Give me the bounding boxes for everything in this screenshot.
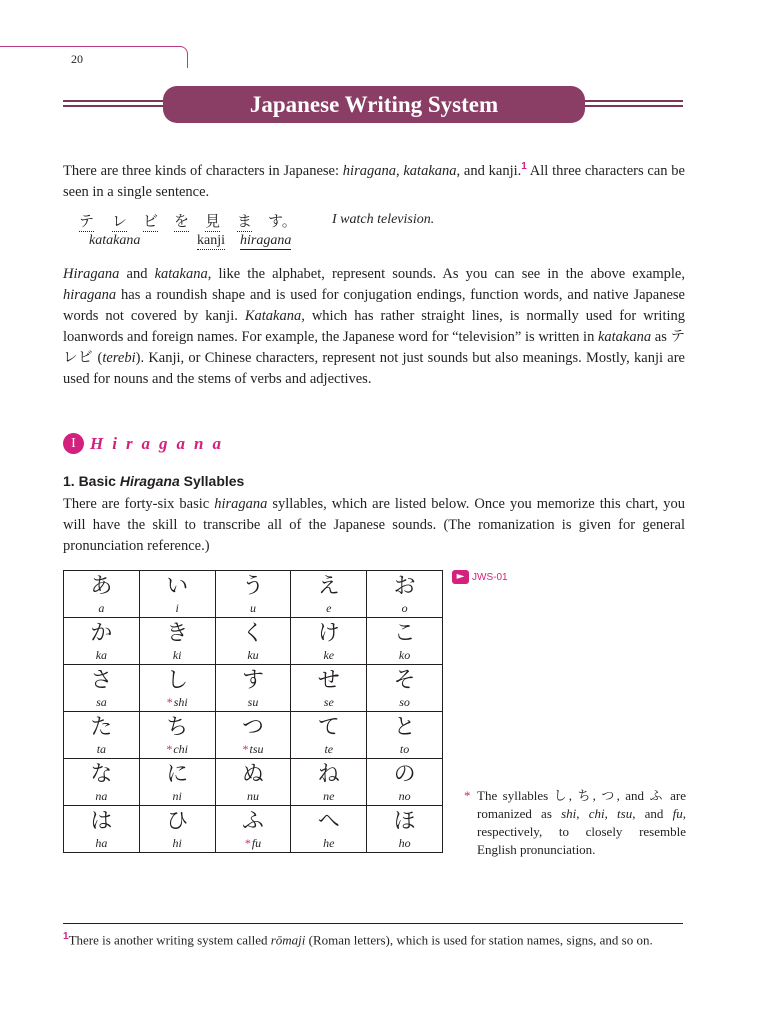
kana-romanization — [64, 601, 139, 615]
kana-romanization — [367, 601, 442, 615]
romanization-text: tsu — [249, 742, 264, 756]
kana-cell — [291, 665, 367, 712]
footnote-text: There is another writing system called — [68, 932, 271, 948]
kana-cell — [367, 571, 443, 618]
kana-row — [64, 806, 443, 853]
kana-romanization — [64, 695, 139, 709]
note-text — [477, 787, 686, 859]
kana-character: け — [317, 621, 340, 646]
kana-character: ひ — [166, 809, 189, 834]
p3-term: hiragana — [214, 496, 268, 512]
kana-character: さ — [90, 668, 113, 693]
kana-cell — [139, 759, 215, 806]
romanization-text: o — [401, 601, 408, 615]
kana-cell — [139, 618, 215, 665]
romanization-text: no — [398, 789, 411, 803]
p2-term: katakana — [597, 329, 652, 345]
p2-term: katakana — [154, 266, 208, 282]
kana-romanization — [367, 836, 442, 850]
kana-cell — [215, 759, 291, 806]
romanization-text: ne — [323, 789, 335, 803]
romanization-text: ha — [95, 836, 108, 850]
kana-character: つ — [241, 715, 264, 740]
kana-cell — [291, 571, 367, 618]
romanization-text: nu — [246, 789, 259, 803]
kana-cell — [139, 665, 215, 712]
kana-romanization — [64, 836, 139, 850]
kana-character: そ — [393, 668, 416, 693]
example-char: を — [174, 212, 190, 230]
kana-cell — [367, 618, 443, 665]
romanization-text: ku — [247, 648, 259, 662]
kana-row — [64, 571, 443, 618]
kana-row — [64, 759, 443, 806]
example-char: 見 — [205, 212, 221, 230]
p2-text: as テレビ ( — [63, 329, 685, 366]
kana-cell — [64, 806, 140, 853]
kana-romanization — [64, 789, 139, 803]
kana-cell — [367, 806, 443, 853]
kana-romanization — [291, 648, 366, 662]
example-char: す。 — [268, 212, 297, 230]
note-part: , — [576, 806, 589, 821]
kana-romanization — [140, 601, 215, 615]
note-part: , and — [632, 806, 673, 821]
kana-cell — [64, 571, 140, 618]
kana-romanization — [367, 648, 442, 662]
kana-romanization — [367, 742, 442, 756]
kana-romanization — [291, 742, 366, 756]
subsection-prefix: 1. Basic — [63, 473, 120, 489]
romanization-text: ho — [398, 836, 411, 850]
footnote-rule — [63, 923, 683, 924]
p3-text: syllables, which are listed below. Once you memorize this chart, you will have the skill to transcribe all of the Japanese sounds. (The romanization is given for general pronunciation reference.) — [63, 496, 685, 554]
romanization-asterisk: * — [166, 695, 173, 709]
speaker-icon[interactable]: ► — [452, 570, 469, 584]
kana-character: ち — [166, 715, 189, 740]
explanation-paragraph — [63, 264, 685, 390]
p2-term: Hiragana — [63, 266, 120, 282]
subsection-italic: Hiragana — [119, 473, 180, 489]
label-katakana: katakana — [89, 233, 141, 248]
note-part: The syllables し, ち, つ, and ふ are romanized as — [477, 788, 686, 821]
romanization-text: he — [323, 836, 335, 850]
romanization-text: se — [323, 695, 334, 709]
kana-romanization — [216, 836, 291, 850]
kana-romanization — [140, 742, 215, 756]
footnote-marker: 1 — [63, 931, 69, 942]
kana-cell — [139, 571, 215, 618]
romanization-text: so — [399, 695, 410, 709]
romanization-text: i — [175, 601, 179, 615]
kana-character: え — [317, 574, 340, 599]
kana-character: た — [90, 715, 113, 740]
kana-character: に — [166, 762, 189, 787]
kana-cell — [139, 806, 215, 853]
romanization-text: ni — [172, 789, 182, 803]
intro-paragraph — [63, 156, 685, 203]
kana-character: ふ — [241, 809, 264, 834]
romanization-text: su — [247, 695, 259, 709]
footnote-ref: 1 — [521, 161, 527, 172]
note-part: chi — [588, 806, 605, 821]
kana-romanization — [216, 601, 291, 615]
romanization-text: shi — [173, 695, 188, 709]
kana-romanization — [64, 742, 139, 756]
audio-label: JWS-01 — [472, 571, 508, 583]
kana-cell — [215, 571, 291, 618]
audio-track[interactable] — [452, 570, 508, 584]
romanization-text: ke — [323, 648, 335, 662]
kana-romanization — [64, 648, 139, 662]
romanization-asterisk: * — [166, 742, 173, 756]
p2-text: , which has rather straight lines, is normally used for writing loanwords and foreign names. For example, the Japanese word for “television” is written in — [63, 308, 685, 345]
kana-character: い — [166, 574, 189, 599]
p2-text: has a roundish shape and is used for conjugation endings, function words, and native Japanese words not covered by kanji. — [63, 287, 685, 324]
kana-cell — [215, 665, 291, 712]
kana-character: ね — [317, 762, 340, 787]
kana-character: く — [241, 621, 264, 646]
kana-romanization — [367, 695, 442, 709]
intro-text-3: All three characters can be seen in a single sentence. — [63, 162, 685, 200]
p2-term: Katakana — [244, 308, 302, 324]
note-part: tsu — [617, 806, 633, 821]
kana-romanization — [291, 601, 366, 615]
kana-character: こ — [393, 621, 416, 646]
example-char: ビ — [143, 212, 159, 230]
subsection-suffix: Syllables — [179, 473, 245, 489]
note-part: , respectively, to closely resemble English pronunciation. — [477, 806, 686, 857]
kana-cell — [367, 759, 443, 806]
kana-character: う — [241, 574, 264, 599]
kana-character: と — [393, 715, 416, 740]
intro-text: There are three kinds of characters in Japanese: — [63, 162, 343, 179]
kana-romanization — [140, 836, 215, 850]
label-hiragana: hiragana — [240, 233, 292, 248]
romanization-text: sa — [96, 695, 107, 709]
romanization-text: na — [95, 789, 108, 803]
p2-text: and — [119, 266, 155, 282]
kana-character: へ — [317, 809, 340, 834]
romanization-asterisk: * — [242, 742, 249, 756]
intro-comma: , — [395, 162, 404, 179]
kana-cell — [215, 712, 291, 759]
footnote — [63, 931, 653, 948]
example-char: レ — [112, 212, 128, 230]
kana-character: お — [393, 574, 416, 599]
kana-character: あ — [90, 574, 113, 599]
kana-character: き — [166, 621, 189, 646]
section-number-badge: I — [63, 433, 84, 454]
kana-romanization — [216, 695, 291, 709]
page-title: Japanese Writing System — [163, 86, 585, 123]
example-char: テ — [79, 212, 95, 230]
romanization-asterisk: * — [244, 836, 251, 850]
kana-romanization — [291, 836, 366, 850]
note-part: , — [604, 806, 618, 821]
kana-cell — [64, 665, 140, 712]
kana-character: し — [166, 668, 189, 693]
intro-text-2: , and kanji. — [456, 162, 522, 179]
kana-character: な — [90, 762, 113, 787]
kana-cell — [64, 618, 140, 665]
p2-term: hiragana — [63, 287, 117, 303]
kana-romanization — [367, 789, 442, 803]
p2-text: ). Kanji, or Chinese characters, represent not just sounds but also meanings. Mostly, kanji are used for nouns and the stems of verbs and adjectives. — [63, 350, 685, 387]
kana-cell — [367, 712, 443, 759]
kana-romanization — [291, 695, 366, 709]
kana-romanization — [216, 648, 291, 662]
romanization-note — [464, 787, 686, 859]
kana-row — [64, 712, 443, 759]
kana-romanization — [140, 648, 215, 662]
romanization-text: u — [249, 601, 256, 615]
romanization-text: ko — [398, 648, 411, 662]
page-number-tab — [0, 46, 188, 68]
romanization-text: e — [326, 601, 332, 615]
kana-character: す — [241, 668, 264, 693]
kana-cell — [291, 759, 367, 806]
romanization-text: ki — [172, 648, 182, 662]
section-title: Hiragana — [90, 434, 231, 453]
footnote-term: rōmaji — [270, 932, 306, 948]
romanization-text: fu — [251, 836, 262, 850]
kana-cell — [215, 618, 291, 665]
kana-character: せ — [317, 668, 340, 693]
romanization-text: ta — [96, 742, 107, 756]
kana-cell — [367, 665, 443, 712]
kana-cell — [291, 712, 367, 759]
kana-romanization — [140, 695, 215, 709]
kana-cell — [291, 806, 367, 853]
kana-character: ほ — [393, 809, 416, 834]
kana-cell — [64, 712, 140, 759]
p2-text: , like the alphabet, represent sounds. As you can see in the above example, — [207, 266, 685, 282]
romanization-text: a — [98, 601, 105, 615]
romanization-text: chi — [173, 742, 189, 756]
romanization-text: to — [399, 742, 410, 756]
kana-row — [64, 665, 443, 712]
footnote-text: (Roman letters), which is used for station names, signs, and so on. — [305, 932, 653, 948]
romanization-text: ka — [95, 648, 108, 662]
kana-cell — [64, 759, 140, 806]
kana-cell — [139, 712, 215, 759]
kana-character: の — [393, 762, 416, 787]
hiragana-chart — [63, 570, 443, 853]
kana-romanization — [216, 742, 291, 756]
subsection-title — [63, 473, 244, 489]
intro-katakana: katakana — [403, 162, 457, 179]
kana-romanization — [140, 789, 215, 803]
romanization-text: hi — [172, 836, 182, 850]
p3-text: There are forty-six basic — [63, 496, 215, 512]
romanization-text: te — [324, 742, 334, 756]
kana-character: は — [90, 809, 113, 834]
intro-hiragana: hiragana — [342, 162, 396, 179]
kana-romanization — [291, 789, 366, 803]
note-part: shi — [561, 806, 577, 821]
note-asterisk: * — [464, 788, 471, 803]
p2-term: terebi — [102, 350, 136, 366]
page-number: 20 — [71, 52, 83, 66]
kana-character: ぬ — [241, 762, 264, 787]
kana-cell — [291, 618, 367, 665]
kana-character: か — [90, 621, 113, 646]
example-translation: I watch television. — [332, 212, 435, 227]
kana-cell — [215, 806, 291, 853]
chart-intro-paragraph — [63, 494, 685, 557]
kana-row — [64, 618, 443, 665]
label-kanji: kanji — [197, 233, 225, 248]
note-part: fu — [672, 806, 683, 821]
kana-character: て — [317, 715, 340, 740]
example-char: ま — [237, 212, 253, 230]
kana-romanization — [216, 789, 291, 803]
